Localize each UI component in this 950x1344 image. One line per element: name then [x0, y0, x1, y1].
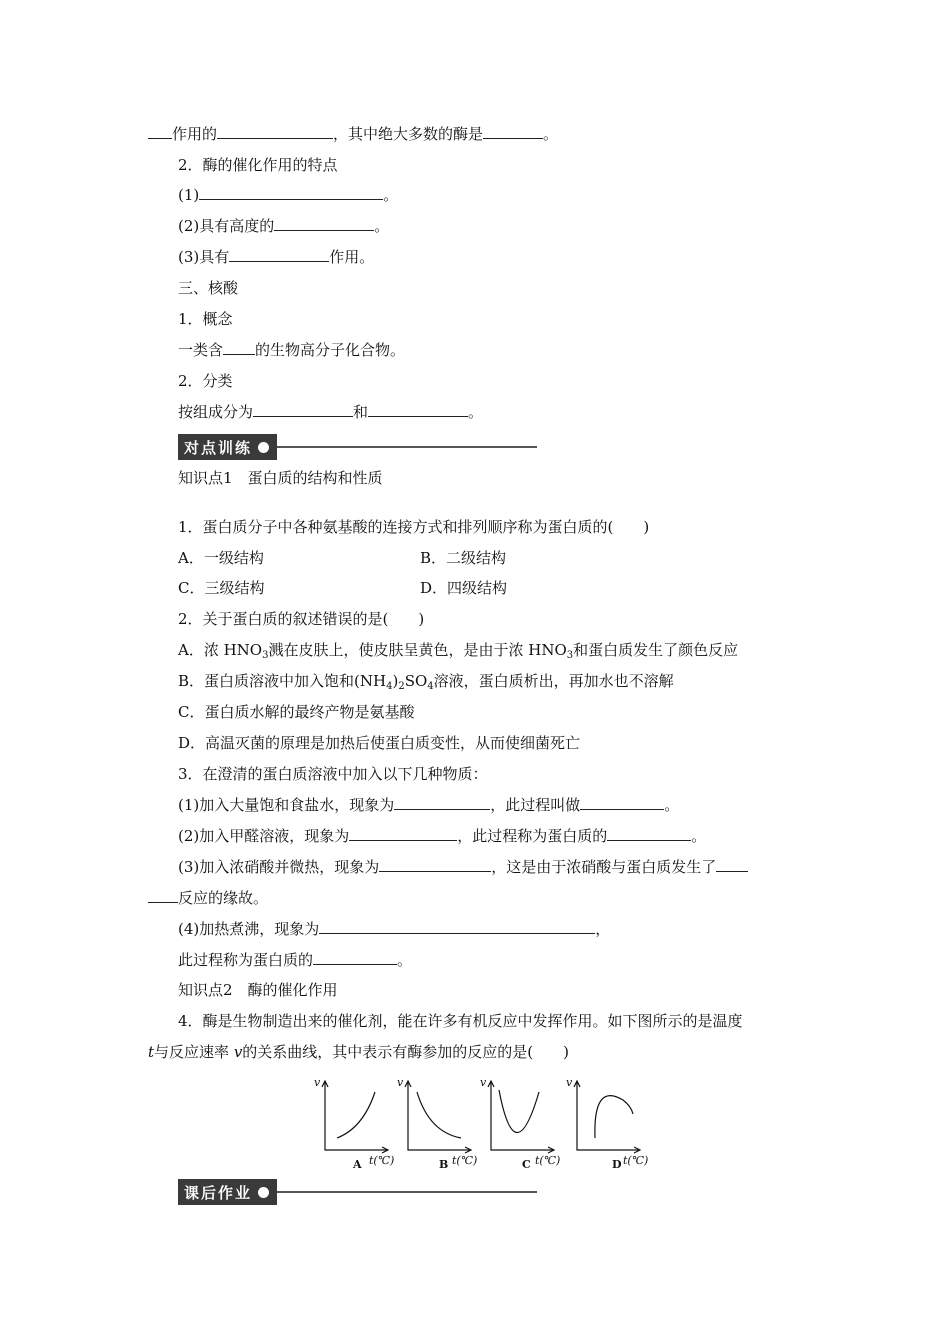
q3-part-2	[178, 826, 706, 846]
q3-part-3	[178, 857, 748, 877]
bullet-dot-icon	[258, 442, 269, 453]
section-header-practice	[178, 434, 537, 460]
class-text	[178, 402, 483, 422]
text: (3)加入浓硝酸并微热，现象为	[178, 858, 380, 876]
answer-blank[interactable]	[199, 185, 383, 200]
section-label: 课后作业	[184, 1183, 253, 1202]
q3-part-4-cont	[178, 950, 412, 970]
text: 。	[468, 403, 484, 421]
text: 反应的缘故。	[178, 889, 269, 907]
text: 一类含	[178, 341, 224, 359]
question-1-stem: 1．蛋白质分子中各种氨基酸的连接方式和排列顺序称为蛋白质的( )	[178, 518, 650, 536]
text: 与反应速率	[154, 1043, 234, 1061]
graph-a-curve	[337, 1092, 375, 1138]
graph-a-arrows	[322, 1081, 388, 1153]
graph-d-y-label: v	[566, 1076, 573, 1089]
text: 作用。	[329, 248, 375, 266]
answer-blank[interactable]	[148, 124, 172, 139]
answer-blank[interactable]	[253, 402, 353, 417]
text: (2)具有高度的	[178, 217, 275, 235]
text: 。	[383, 186, 399, 204]
text: )	[392, 672, 399, 690]
q2-option-d[interactable]: D．高温灭菌的原理是加热后使蛋白质变性，从而使细菌死亡	[178, 734, 581, 752]
text: SO	[404, 672, 428, 690]
graph-d-curve	[595, 1096, 633, 1138]
graph-a-axes	[325, 1082, 387, 1150]
text: 。	[664, 796, 680, 814]
section-rule	[277, 446, 537, 448]
answer-blank[interactable]	[223, 340, 255, 355]
answer-blank[interactable]	[274, 216, 374, 231]
graph-a-x-label: t(℃)	[369, 1154, 395, 1167]
graph-b-arrows	[405, 1081, 471, 1153]
answer-blank[interactable]	[229, 247, 329, 262]
text: 的生物高分子化合物。	[255, 341, 406, 359]
q3-part-1	[178, 795, 679, 815]
bullet-dot-icon	[258, 1187, 269, 1198]
answer-blank[interactable]	[148, 888, 178, 903]
graph-c-x-label: t(℃)	[535, 1154, 561, 1167]
q1-option-c[interactable]: C．三级结构	[178, 579, 265, 597]
text: v	[233, 1043, 243, 1061]
text: 的关系曲线，其中表示有酶参加的反应的是( )	[242, 1043, 570, 1061]
feature-2	[178, 216, 389, 236]
graph-c-arrows	[488, 1081, 554, 1153]
question-2-stem: 2．关于蛋白质的叙述错误的是( )	[178, 610, 425, 628]
graph-d-arrows	[574, 1081, 640, 1153]
text: 。	[543, 125, 559, 143]
text: (2)加入甲醛溶液，现象为	[178, 827, 350, 845]
graph-c[interactable]	[488, 1081, 554, 1153]
section-label-box	[178, 1179, 277, 1205]
graph-b-y-label: v	[397, 1076, 404, 1089]
nucleic-heading: 三、核酸	[178, 279, 239, 297]
answer-blank[interactable]	[483, 124, 543, 139]
text: (4)加热煮沸，现象为	[178, 920, 320, 938]
graph-a-label: A	[353, 1158, 362, 1171]
question-3-stem: 3．在澄清的蛋白质溶液中加入以下几种物质：	[178, 765, 488, 783]
graph-a-y-label: v	[314, 1076, 321, 1089]
graph-b-x-label: t(℃)	[452, 1154, 478, 1167]
concept-text	[178, 340, 405, 360]
text: 。	[374, 217, 390, 235]
q2-option-c[interactable]: C．蛋白质水解的最终产物是氨基酸	[178, 703, 415, 721]
text: A．浓 HNO	[178, 641, 263, 659]
text: ，这是由于浓硝酸与蛋白质发生了	[491, 858, 717, 876]
subscript: 4	[427, 681, 434, 692]
answer-blank[interactable]	[217, 124, 333, 139]
knowledge-point-2: 知识点2 酶的催化作用	[178, 981, 338, 999]
feature-1	[178, 185, 398, 205]
question-4-line-1: 4．酶是生物制造出来的催化剂，能在许多有机反应中发挥作用。如下图所示的是温度	[178, 1012, 743, 1030]
text: (1)	[178, 186, 200, 204]
q2-option-a[interactable]	[178, 640, 738, 666]
text: 按组成分为	[178, 403, 254, 421]
text: 溶液，蛋白质析出，再加水也不溶解	[433, 672, 674, 690]
graph-a[interactable]	[322, 1081, 388, 1153]
answer-blank[interactable]	[716, 857, 748, 872]
text: 和蛋白质发生了颜色反应	[573, 641, 739, 659]
features-heading: 2．酶的催化作用的特点	[178, 156, 338, 174]
q3-part-4	[178, 919, 610, 939]
subscript: 2	[398, 681, 405, 692]
text: ，其中绝大多数的酶是	[333, 125, 484, 143]
answer-blank[interactable]	[607, 826, 691, 841]
text: (3)具有	[178, 248, 230, 266]
q2-option-b[interactable]	[178, 671, 674, 697]
graph-b-curve	[417, 1092, 461, 1138]
graph-c-curve	[499, 1090, 539, 1133]
section-header-homework	[178, 1179, 537, 1205]
text: B．蛋白质溶液中加入饱和(NH	[178, 672, 387, 690]
class-heading: 2．分类	[178, 372, 233, 390]
graph-c-label: C	[522, 1158, 531, 1171]
text: 和	[353, 403, 369, 421]
text: 。	[397, 951, 413, 969]
text: ，	[595, 920, 611, 938]
graph-b-label: B	[439, 1158, 449, 1171]
feature-3	[178, 247, 374, 267]
text-line-enzyme-effect	[148, 124, 558, 144]
concept-heading: 1．概念	[178, 310, 233, 328]
section-label: 对点训练	[184, 438, 253, 457]
text: t	[148, 1043, 155, 1061]
answer-blank[interactable]	[313, 950, 397, 965]
text: 。	[691, 827, 707, 845]
q1-option-a[interactable]: A．一级结构	[178, 549, 264, 567]
graph-d-axes	[577, 1082, 639, 1150]
graph-c-y-label: v	[480, 1076, 487, 1089]
graph-d-x-label: t(℃)	[623, 1154, 649, 1167]
answer-blank[interactable]	[319, 919, 595, 934]
answer-blank[interactable]	[394, 795, 490, 810]
text: (1)加入大量饱和食盐水，现象为	[178, 796, 395, 814]
text: ，此过程称为蛋白质的	[457, 827, 608, 845]
graph-d-label: D	[612, 1158, 622, 1171]
answer-blank[interactable]	[379, 857, 491, 872]
answer-blank[interactable]	[580, 795, 664, 810]
graph-b[interactable]	[405, 1081, 471, 1153]
section-label-box	[178, 434, 277, 460]
text: 此过程称为蛋白质的	[178, 951, 314, 969]
subscript: 3	[566, 650, 574, 661]
temperature-rate-graphs	[305, 1074, 665, 1174]
subscript: 4	[386, 681, 393, 692]
text: 作用的	[172, 125, 218, 143]
q1-option-b[interactable]: B．二级结构	[420, 549, 507, 567]
subscript: 3	[262, 650, 269, 661]
graph-c-axes	[491, 1082, 553, 1150]
graph-d[interactable]	[574, 1081, 640, 1153]
question-4-line-2	[148, 1042, 569, 1062]
text: ，此过程叫做	[490, 796, 581, 814]
text: 溅在皮肤上，使皮肤呈黄色，是由于浓 HNO	[268, 641, 567, 659]
answer-blank[interactable]	[349, 826, 457, 841]
knowledge-point-1: 知识点1 蛋白质的结构和性质	[178, 469, 383, 487]
answer-blank[interactable]	[368, 402, 468, 417]
q3-part-3-cont	[148, 888, 268, 908]
q1-option-d[interactable]: D．四级结构	[420, 579, 508, 597]
section-rule	[277, 1191, 537, 1193]
